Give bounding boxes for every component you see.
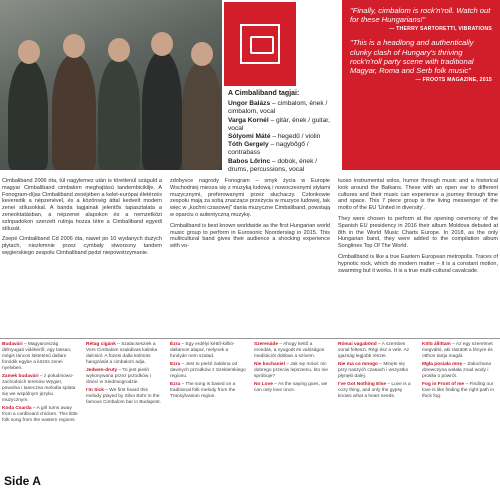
lineup-member: Babos Lőrinc – dobok, ének / drums, percussions, vocal xyxy=(228,157,318,173)
band-member-head xyxy=(191,42,213,66)
band-member-head xyxy=(108,38,130,62)
paragraph: tuoso instrumental solos, humor through music and a historical look around the Balkans. These with an open ear to different cultures and their music can experience a journey through time and space. This 7 piece group is the living messenger of the motto of the EU 'United in diversity'. xyxy=(338,178,498,212)
text-column xyxy=(170,178,330,336)
quote-text: "This is a headlong and authentically clunky clash of Hungary's thriving rock'n'roll party scene with traditional Magyar, Roma and Serb folk music" xyxy=(350,38,474,76)
track-note: Mgła posiała mnę – Zakochana dziewczyna wołała znad wody i prosiła o powrót. xyxy=(422,362,492,379)
paragraph: Cimbaliband is like a true Eastern European metropolis. Traces of hypnotic rock, which do modern matter – it is a constant motion, swarming but it works. It is a true multi-cultural cavalcade. xyxy=(338,253,498,274)
cimbalom-logo xyxy=(224,2,296,86)
track-note: Budavári – Magyarország délnyugati vidékéről, egy lassan, mégis táncos lüktetésű dallam fonódik egybe a közös zenei nyelvben. xyxy=(2,342,72,371)
track-note: Római vagabönd – A szembes vonal felteszi. Régi ész a vele. Az igazság legjobb részei. xyxy=(338,342,410,359)
band-member-figure xyxy=(182,62,222,170)
track-note: Ézra – Egy erdélyi kéttő-kiilliö-dallamon alapul, melynek a furulyán nem szalad. xyxy=(170,342,235,359)
paragraph: Cimbaliband is best known worldwide as the first Hungarian world music group to perform in Eurosonic Noorderslag in 2015. This multicultural band gives their audience a shocking experience with vo- xyxy=(170,222,330,250)
track-note: Jedwen-druty – To jest pieśń wykonywana przez przodków i dzieci w Siedmiogrodzie. xyxy=(86,368,151,385)
side-label: Side A xyxy=(4,474,41,488)
lineup-member: Tóth Gergely – nagybőgő / contrabass xyxy=(228,141,309,157)
track-column xyxy=(170,342,246,500)
band-member-figure xyxy=(52,55,96,170)
lineup-title: A Cimbaliband tagjai: xyxy=(228,90,300,97)
track-note: Fog in Front of me – Finding our love is like finding the right path in thick fog. xyxy=(422,382,494,399)
lineup-member: Ungor Balázs – cimbalom, ének / cimbalom, vocal xyxy=(228,100,328,116)
paragraph: Cimbaliband 2006 óta, túl nagylemez után is töretlenül száguld a magyar Cimbaliband cimbalom meghajtású tandembiciklije. A Fonogram-díjas Cimbaliband zenéjében a kelet-európai életérzés keveredik a népzenével, és a közönség áttal kedvelt modern zenei stílusokkal. A banda tagjainak jelentős tapasztalata a zeneoktatásban, a népzenei alapokon és a nemzetközi színpadokon szerzett rutinja hozza létre a Cimbaliband egyedi stílusát. xyxy=(2,178,162,232)
track-column xyxy=(338,342,414,500)
track-note: Nie ma co mnogo – Minęło się przy naszych czasach i wszystko płynęło dalej. xyxy=(338,362,409,379)
track-note: Szerenáde – Ahogy kettő a mondás, a nyugodt és valóságos meditációt dobban a szívem. xyxy=(254,342,325,359)
section-divider xyxy=(0,338,500,339)
track-note: Kölü állittam – Az egy szerelmet megváltó, aki rásütött a fényre és otthon tartja magát. xyxy=(422,342,493,359)
track-column xyxy=(86,342,162,500)
band-member-figure xyxy=(98,58,140,170)
track-note: Rétag cigánk – Szalacsesziek a Vors Cimbalom szakálvas kalinka dalcsiol. A füzesi dalla különös hangzását a cimbalom adja. xyxy=(86,342,158,365)
band-member-head xyxy=(63,34,85,58)
track-notes xyxy=(0,342,500,500)
quote-source: — FROOTS MAGAZINE, 2015 xyxy=(415,77,492,84)
cimbalom-icon xyxy=(240,24,280,64)
track-note: Nie kochaniel – Jak się mówi: nic dobrego przeciw lepszemu, kto nie spróbuje? xyxy=(254,362,328,379)
paragraph: They were chosen to perform at the opening ceremony of the Spanish EU presidency in 2016 their album Moldova debuted at 8th in the World Music Charts Europe. In 2018, as the only Hungarian band, they were added to the compilation album Songlines Top Of The World. xyxy=(338,215,498,250)
band-member-figure xyxy=(142,52,182,170)
band-member-figure xyxy=(8,60,48,170)
track-note: Zamek budavári – z południowo-zachodnich terenów Węgier, powolna i taneczna melodia splata się we wspólnym języku muzycznym. xyxy=(2,374,76,403)
band-member-head xyxy=(18,40,40,64)
band-photo xyxy=(0,0,222,170)
track-column xyxy=(422,342,498,500)
quote-source: — THERRY SARTORETTI, VIBRATIONS xyxy=(389,26,492,33)
track-note: I've Got Nothing Else – Love is a cozy thing, and only the gypsy knows what a heart needs. xyxy=(338,382,411,399)
track-column xyxy=(254,342,330,500)
lineup-member: Varga Kornél – gitár, ének / guitar, vocal xyxy=(228,116,330,132)
track-note: No Love – As the saying goes, we can only love once. xyxy=(254,382,328,393)
band-member-head xyxy=(151,32,173,56)
paragraph: zdobyvce nagrody Fonogram – smyk życia w Europie Wschodniej miesza się z muzyką ludową i nowoczesnymi stylami muzycznymi, preferowanymi przez słuchaczy. Członkowie zespołu mają za sobą znaczące przeżycia w muzyce ludowej, tak więc w „kuchni czasowej" dania muzyczne Cimbaliband, powstają w oparciu o autentyczną muzykę. xyxy=(170,178,330,218)
header-section xyxy=(0,0,500,175)
main-text xyxy=(0,178,500,336)
track-note: Ezra – The song is based on a traditional folk melody from the Transylvanian region. xyxy=(170,382,236,399)
text-column xyxy=(338,178,498,336)
paragraph: Zsepé Cimbaliband Cd 2006 óta, nawet po 10 wydanych dużych płytach, niezłomnie przez cymbały stworzony tandem węgierskiego zespołu Cimbaliband pędzi niepowstrzymanie. xyxy=(2,236,162,256)
track-note: Koda Csarda – A girl turns away from a cardboard chicken. This little folk song from the eastern regions. xyxy=(2,406,78,423)
quote-text: "Finally, cimbalom is rock'n'roll. Watch out for these Hungarians!" xyxy=(350,6,491,25)
band-lineup xyxy=(228,90,332,174)
lineup-member: Sólyomi Máté – hegedű / violin xyxy=(228,133,321,141)
track-note: I'm Sick – We first heard this melody played by Silvo Bohr in the famous Cimbalom bar in Budapest. xyxy=(86,388,161,405)
press-quotes xyxy=(342,0,500,170)
text-column xyxy=(2,178,162,336)
track-note: Ezra – Jest to pieśń żałobna od dawnych przodków z Szeklerskiego regionu. xyxy=(170,362,246,379)
